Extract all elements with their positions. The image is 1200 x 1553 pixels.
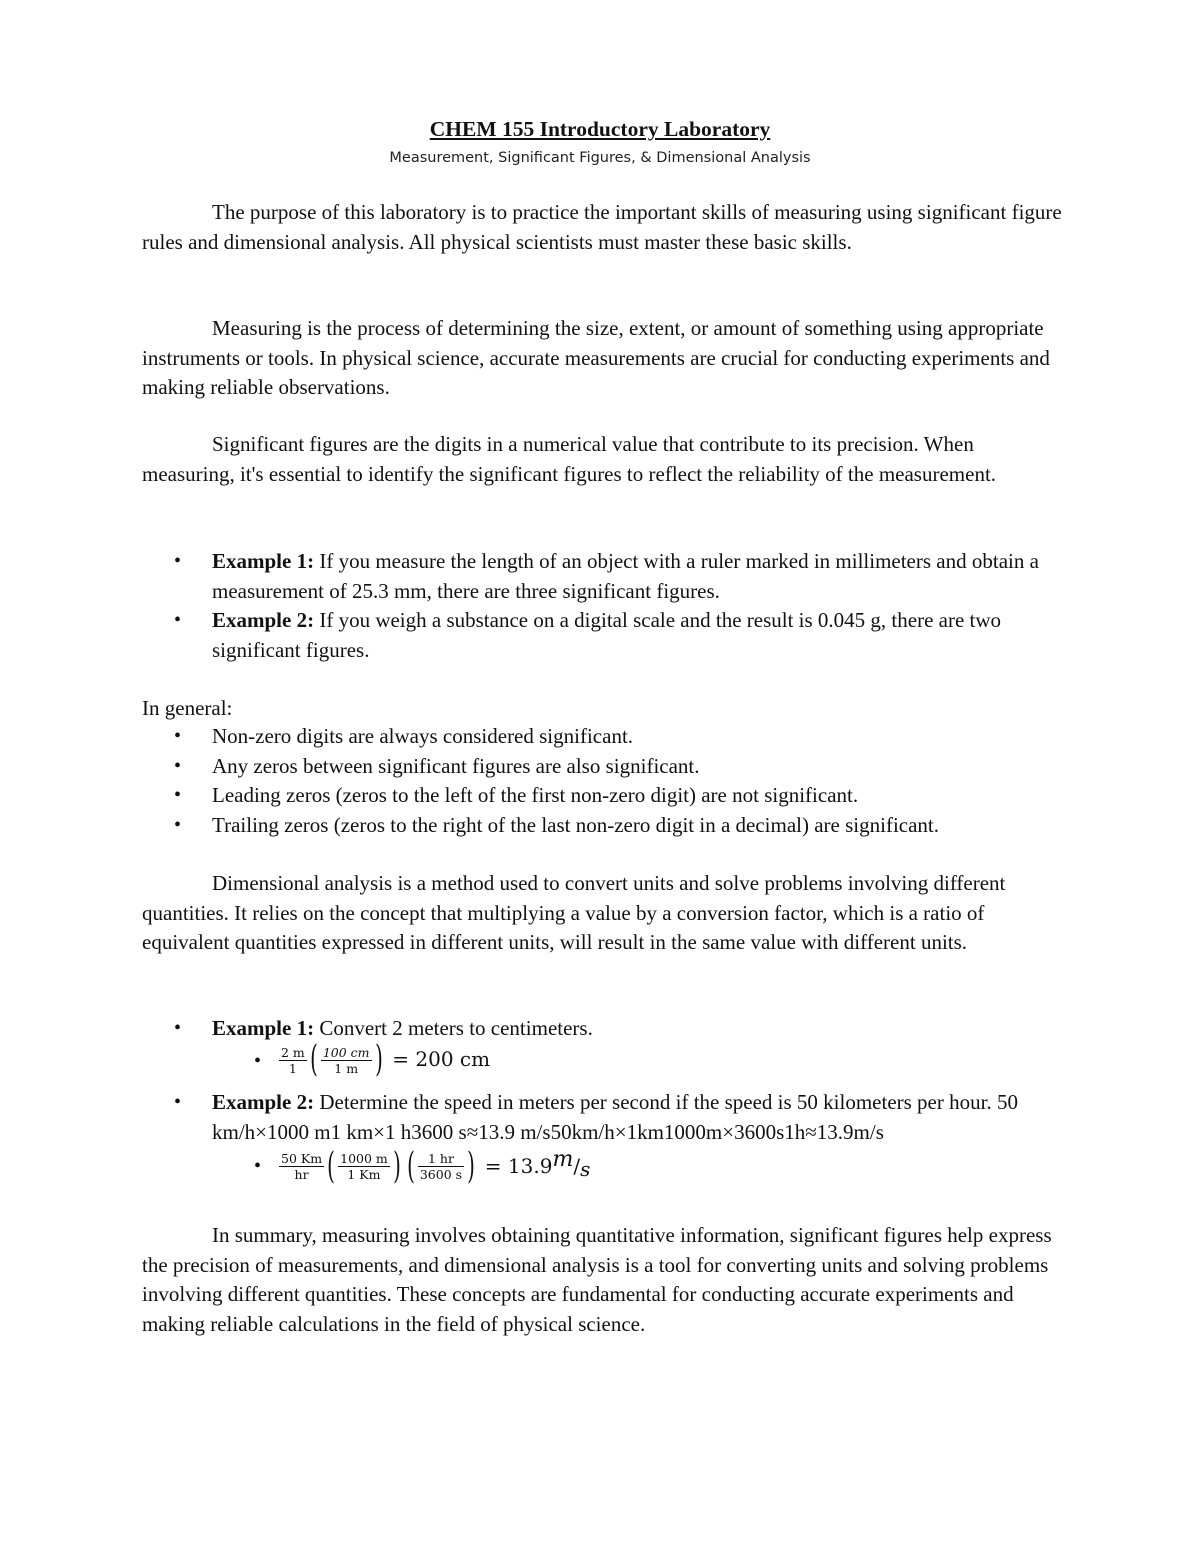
dimensional-example-1-label: Example 1: <box>212 1016 315 1040</box>
dimensional-example-1 <box>142 1014 1062 1044</box>
dimensional-example-2-list <box>142 1088 1062 1147</box>
math-2-unit-denominator: s <box>580 1157 591 1181</box>
intro-paragraph-1-text: The purpose of this laboratory is to practice the important skills of measuring using significant figure rules and dimensional analysis. All physical scientists must master these basic skills. <box>142 200 1062 254</box>
dimensional-example-2 <box>142 1088 1062 1147</box>
dimensional-example-2-label: Example 2: <box>212 1090 315 1114</box>
document-subtitle: Measurement, Significant Figures, & Dimensional Analysis <box>389 150 811 166</box>
math-1-num-1: 2 m <box>281 1044 305 1060</box>
math-2-result: = 13.9 <box>484 1153 553 1178</box>
dimensional-example-2-text: Determine the speed in meters per second if the speed is 50 kilometers per hour. 50 km/h×1000 m1 km×1 h3600 s≈13.9 m/s50km/h×1km1000m×3600s1h≈13.9m/s <box>212 1090 1018 1144</box>
document-title: CHEM 155 Introductory Laboratory <box>429 117 771 141</box>
intro-paragraph-3 <box>142 430 1062 489</box>
summary-paragraph <box>142 1221 1062 1339</box>
math-1-fraction-1 <box>279 1045 307 1076</box>
math-2-fraction-2 <box>338 1151 390 1182</box>
sigfig-example-2-text: If you weigh a substance on a digital scale and the result is 0.045 g, there are two significant figures. <box>212 608 1002 662</box>
math-2-unit-numerator: m <box>552 1147 574 1172</box>
math-2-den-2: 1 Km <box>347 1167 381 1182</box>
math-2-fraction-3 <box>418 1151 464 1182</box>
math-2-den-1: hr <box>294 1167 309 1182</box>
summary-paragraph-text: In summary, measuring involves obtaining quantitative information, significant figures help express the precision of measurements, and dimensional analysis is a tool for converting units and solving problems involving different quantities. These concepts are fundamental for conducting accurate experiments and making reliable calculations in the field of physical science. <box>142 1223 1052 1336</box>
math-1-num-2: 100 cm <box>322 1044 370 1060</box>
math-2-bullet: • <box>254 1155 262 1177</box>
general-rules-list <box>142 722 1062 840</box>
sigfig-example-1-label: Example 1: <box>212 549 315 573</box>
math-1-den-1: 1 <box>288 1060 297 1076</box>
sigfig-example-1-text: If you measure the length of an object with a ruler marked in millimeters and obtain a measurement of 25.3 mm, there are three significant figures. <box>212 549 1039 603</box>
general-rule-2: • Any zeros between significant figures are also significant. <box>142 752 1062 782</box>
math-2-num-1: 50 Km <box>281 1151 323 1166</box>
dimensional-example-1-text: Convert 2 meters to centimeters. <box>314 1016 593 1040</box>
math-2-left-paren-2: ( <box>406 1145 415 1187</box>
intro-paragraph-2 <box>142 314 1062 403</box>
intro-paragraph-3-text: Significant figures are the digits in a numerical value that contribute to its precision. When measuring, it's essential to identify the significant figures to reflect the reliability of the measurement. <box>142 432 997 486</box>
dimensional-example-1-list <box>142 1014 1062 1044</box>
math-1-den-2: 1 m <box>334 1060 359 1076</box>
general-rule-3: • Leading zeros (zeros to the left of the first non-zero digit) are not significant. <box>142 781 1062 811</box>
math-2-fraction-1 <box>279 1151 324 1182</box>
dimensional-paragraph <box>142 869 1062 958</box>
math-2-den-3: 3600 s <box>419 1167 463 1182</box>
sigfig-examples-list <box>142 547 1062 665</box>
general-heading: In general: <box>142 696 233 720</box>
sigfig-example-1 <box>142 547 1062 606</box>
math-1-bullet: • <box>254 1050 262 1072</box>
math-1-right-paren: ) <box>374 1039 383 1080</box>
math-2-left-paren-1: ( <box>327 1145 335 1187</box>
math-2-right-paren-2: ) <box>467 1145 475 1187</box>
sigfig-example-2 <box>142 606 1062 665</box>
dimensional-paragraph-text: Dimensional analysis is a method used to convert units and solve problems involving different quantities. It relies on the concept that multiplying a value by a conversion factor, which is a ratio of equivalent quantities expressed in different units, will result in the same value with different units. <box>142 871 1006 954</box>
general-rule-1: • Non-zero digits are always considered significant. <box>142 722 1062 752</box>
intro-paragraph-2-text: Measuring is the process of determining the size, extent, or amount of something using appropriate instruments or tools. In physical science, accurate measurements are crucial for conducting experiments and making reliable observations. <box>142 316 1050 399</box>
math-equation-1 <box>279 1039 491 1080</box>
math-1-result: = 200 cm <box>392 1047 491 1072</box>
math-2-num-2: 1000 m <box>340 1151 388 1166</box>
math-1-fraction-2 <box>321 1045 372 1076</box>
math-1-left-paren: ( <box>309 1039 318 1080</box>
math-equation-2: $\frac{50 Km}{hr}$ ( $\frac{1000 m}{1 Km}$ ) ( $\frac{1 hr}{3600 s}$ ) = 13.9m/s <box>281 1145 591 1187</box>
intro-paragraph-1 <box>142 198 1062 257</box>
math-2-right-paren-1: ) <box>392 1145 401 1187</box>
math-2-num-3: 1 hr <box>418 1151 464 1167</box>
sigfig-example-2-label: Example 2: <box>212 608 315 632</box>
general-rule-4: • Trailing zeros (zeros to the right of the last non-zero digit in a decimal) are significant. <box>142 811 1062 841</box>
